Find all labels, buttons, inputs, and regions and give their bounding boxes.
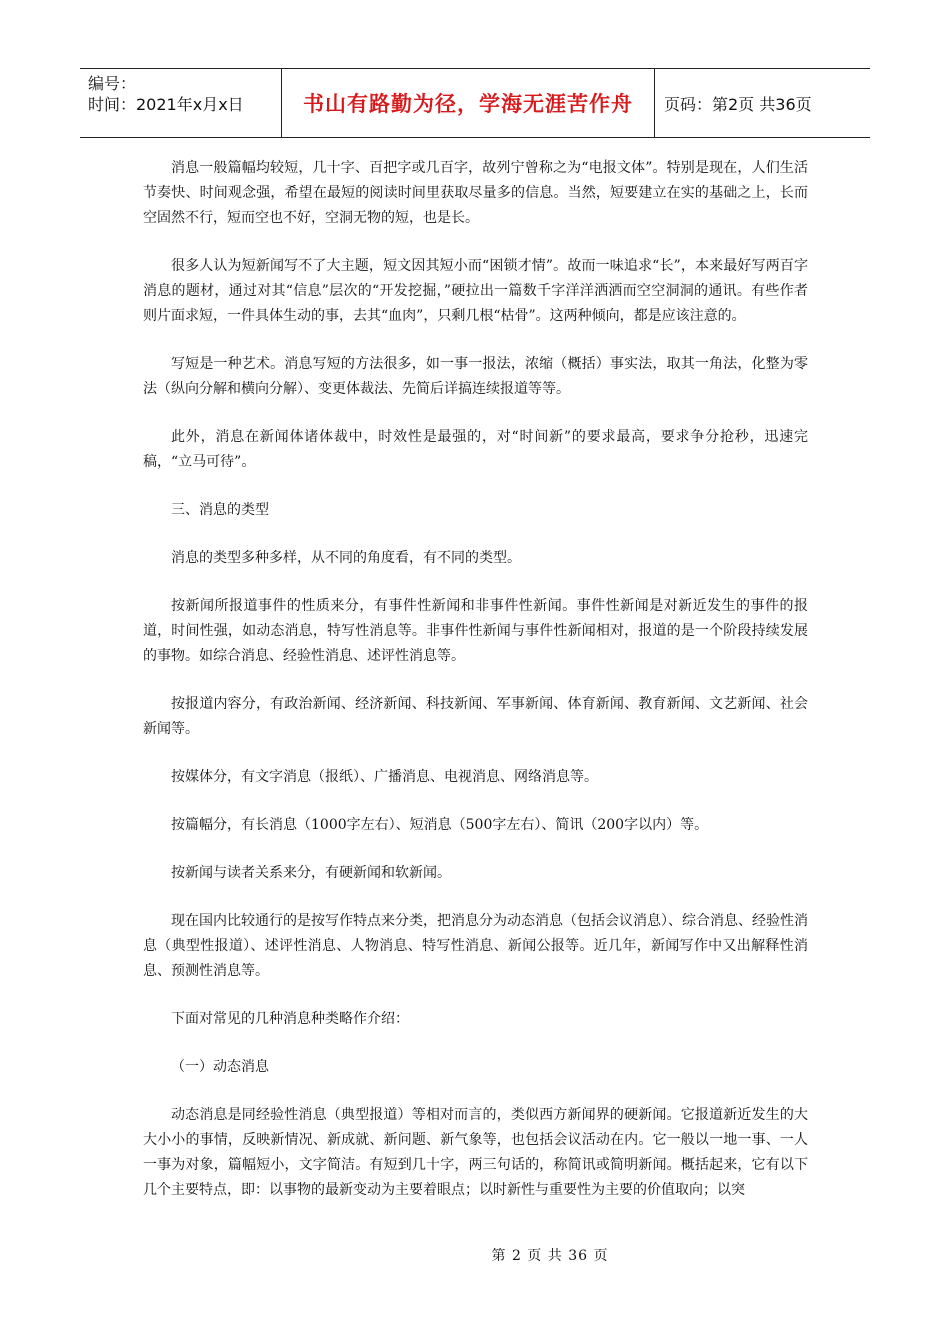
header-motto-cell bbox=[282, 69, 655, 137]
section-heading: 三、消息的类型 bbox=[171, 502, 269, 518]
motto-text: 书山有路勤为径，学海无涯苦作舟 bbox=[303, 92, 633, 116]
paragraph: 下面对常见的几种消息种类略作介绍： bbox=[171, 1011, 409, 1027]
paragraph: 按新闻所报道事件的性质来分，有事件性新闻和非事件性新闻。事件性新闻是对新近发生的事件的报道，时间性强，如动态消息，特写性消息等。非事件性新闻与事件性新闻相对，报道的是一个阶段持续发展的事物。如综合消息、经验性消息、述评性消息等。 bbox=[143, 598, 808, 664]
footer-page-number: 第 2 页 共 36 页 bbox=[491, 1248, 609, 1264]
paragraph: 现在国内比较通行的是按写作特点来分类，把消息分为动态消息（包括会议消息）、综合消息、经验性消息（典型性报道）、述评性消息、人物消息、特写性消息、新闻公报等。近几年，新闻写作中又出解释性消息、预测性消息等。 bbox=[143, 913, 808, 979]
header-page-cell bbox=[655, 69, 870, 137]
document-body bbox=[143, 156, 808, 1226]
page-footer bbox=[0, 1245, 950, 1265]
date-label: 时间：2021年x月x日 bbox=[88, 95, 244, 114]
number-label: 编号： bbox=[88, 74, 137, 93]
paragraph: 写短是一种艺术。消息写短的方法很多，如一事一报法，浓缩（概括）事实法，取其一角法，化整为零法（纵向分解和横向分解）、变更体裁法、先简后详搞连续报道等等。 bbox=[143, 356, 808, 397]
paragraph: 按报道内容分，有政治新闻、经济新闻、科技新闻、军事新闻、体育新闻、教育新闻、文艺新闻、社会新闻等。 bbox=[143, 696, 808, 737]
paragraph: 按新闻与读者关系来分，有硬新闻和软新闻。 bbox=[171, 865, 451, 881]
paragraph: 按篇幅分，有长消息（1000字左右）、短消息（500字左右）、简讯（200字以内）等。 bbox=[171, 817, 709, 833]
subsection-heading: （一）动态消息 bbox=[171, 1059, 269, 1075]
paragraph: 按媒体分，有文字消息（报纸）、广播消息、电视消息、网络消息等。 bbox=[171, 769, 598, 785]
page-header bbox=[80, 68, 870, 138]
paragraph: 消息的类型多种多样，从不同的角度看，有不同的类型。 bbox=[171, 550, 521, 566]
paragraph: 此外，消息在新闻体诸体裁中，时效性是最强的，对“时间新”的要求最高，要求争分抢秒，迅速完稿，“立马可待”。 bbox=[143, 429, 808, 470]
page-info: 页码：第2页 共36页 bbox=[664, 94, 812, 114]
paragraph: 消息一般篇幅均较短，几十字、百把字或几百字，故列宁曾称之为“电报文体”。特别是现在，人们生活节奏快、时间观念强，希望在最短的阅读时间里获取尽量多的信息。当然，短要建立在实的基础之上，长而空固然不行，短而空也不好，空洞无物的短，也是长。 bbox=[143, 160, 808, 226]
header-meta-cell bbox=[80, 69, 282, 137]
paragraph: 很多人认为短新闻写不了大主题，短文因其短小而“困锁才情”。故而一味追求“长”，本来最好写两百字消息的题材，通过对其“信息”层次的“开发挖掘，”硬拉出一篇数千字洋洋洒洒而空空洞洞的通讯。有些作者则片面求短，一件具体生动的事，去其“血肉”，只剩几根“枯骨”。这两种倾向，都是应该注意的。 bbox=[143, 258, 808, 324]
paragraph: 动态消息是同经验性消息（典型报道）等相对而言的，类似西方新闻界的硬新闻。它报道新近发生的大大小小的事情，反映新情况、新成就、新问题、新气象等，也包括会议活动在内。它一般以一地一事、一人一事为对象，篇幅短小，文字简洁。有短到几十字，两三句话的，称简讯或简明新闻。概括起来，它有以下几个主要特点，即：以事物的最新变动为主要着眼点；以时新性与重要性为主要的价值取向；以突 bbox=[143, 1107, 808, 1198]
